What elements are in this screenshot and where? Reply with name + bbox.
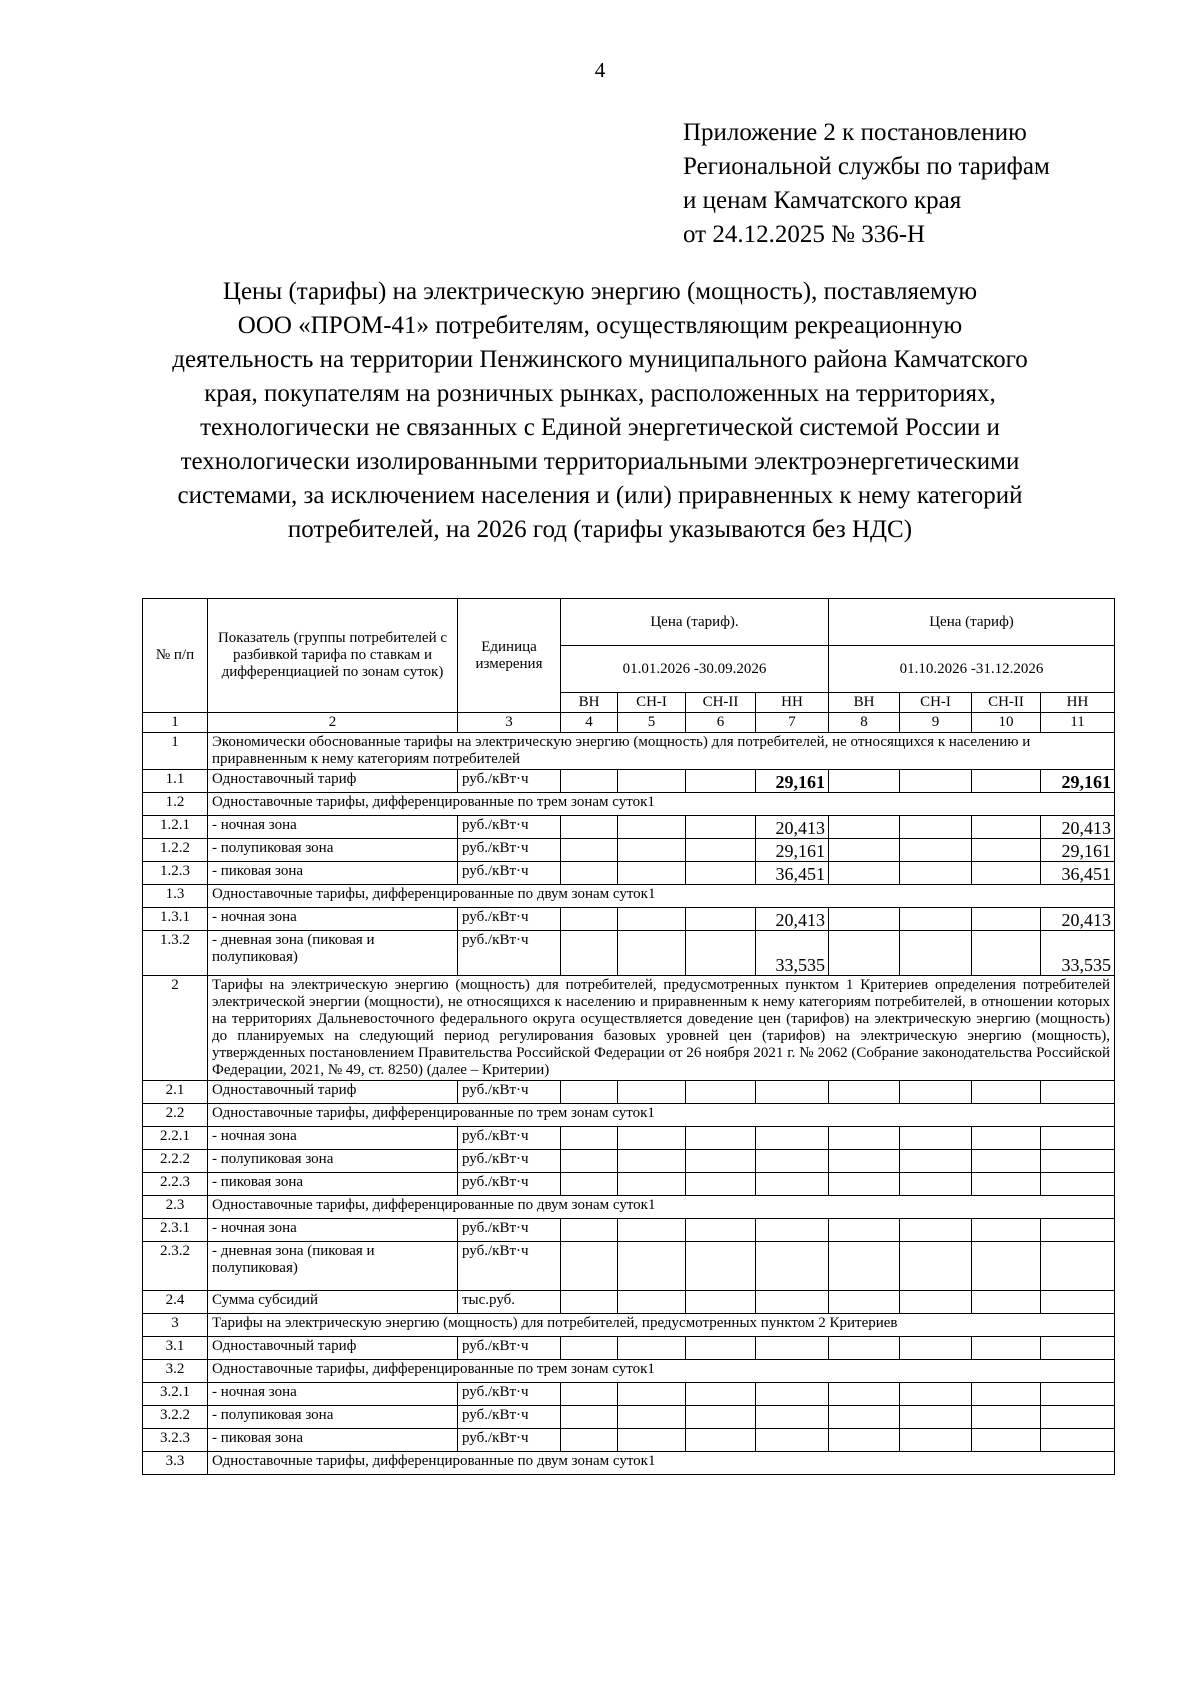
row-unit: руб./кВт·ч [458, 1081, 561, 1104]
row-unit: тыс.руб. [458, 1291, 561, 1314]
empty-cell [1041, 1173, 1115, 1196]
section-label: Тарифы на электрическую энергию (мощность) для потребителей, предусмотренных пунктом 2 Критериев [208, 1314, 1115, 1337]
empty-cell [829, 862, 900, 885]
column-number: 8 [829, 713, 900, 733]
empty-cell [900, 770, 972, 793]
empty-cell [829, 1150, 900, 1173]
empty-cell [756, 1081, 829, 1104]
empty-cell [972, 862, 1041, 885]
row-label: - пиковая зона [208, 1173, 458, 1196]
row-number: 2.2.3 [143, 1173, 208, 1196]
header-level: СН-I [618, 693, 686, 713]
empty-cell [1041, 1150, 1115, 1173]
title-line: деятельность на территории Пенжинского муниципального района Камчатского [172, 346, 1028, 373]
empty-cell [829, 1429, 900, 1452]
document-title [100, 275, 1100, 547]
column-number: 6 [686, 713, 756, 733]
section-label: Одноставочные тарифы, дифференцированные по двум зонам суток1 [208, 1196, 1115, 1219]
empty-cell [561, 862, 618, 885]
tariff-value: 29,161 [756, 839, 829, 862]
empty-cell [900, 862, 972, 885]
empty-cell [900, 908, 972, 931]
empty-cell [972, 1173, 1041, 1196]
table-row [143, 1173, 1115, 1196]
row-label: - дневная зона (пиковая и полупиковая) [208, 1242, 458, 1291]
row-unit: руб./кВт·ч [458, 1219, 561, 1242]
empty-cell [1041, 1081, 1115, 1104]
row-unit: руб./кВт·ч [458, 1406, 561, 1429]
empty-cell [900, 1291, 972, 1314]
table-row [143, 1104, 1115, 1127]
empty-cell [618, 1150, 686, 1173]
row-label: - дневная зона (пиковая и полупиковая) [208, 931, 458, 976]
column-number: 1 [143, 713, 208, 733]
column-number: 9 [900, 713, 972, 733]
row-number: 2.3.1 [143, 1219, 208, 1242]
empty-cell [618, 1173, 686, 1196]
title-line: потребителей, на 2026 год (тарифы указываются без НДС) [287, 516, 913, 543]
tariff-value: 36,451 [756, 862, 829, 885]
empty-cell [829, 1291, 900, 1314]
empty-cell [972, 908, 1041, 931]
empty-cell [1041, 1383, 1115, 1406]
empty-cell [829, 1081, 900, 1104]
section-label: Тарифы на электрическую энергию (мощность) для потребителей, предусмотренных пунктом 1 Критериев определения потребителей электрической энергии (мощности), не относящихся к населению и приравненным к нему категориям потребителей, в отношении которых на территориях Дальневосточного федерального округа осуществляется доведение цен (тарифов) на электрическую энергию (мощность) до планируемых на следующий период регулирования базовых уровней цен (тарифов) на электрическую энергию (мощность), утвержденных постановлением Правительства Российской Федерации от 26 ноября 2021 г. № 2062 (Собрание законодательства Российской Федерации, 2021, № 49, ст. 8250) (далее – Критерии) [208, 976, 1115, 1081]
section-label: Экономически обоснованные тарифы на электрическую энергию (мощность) для потребителей, не относящихся к населению и приравненным к нему категориям потребителей [208, 733, 1115, 770]
empty-cell [561, 770, 618, 793]
table-row [143, 1337, 1115, 1360]
row-number: 2.2.2 [143, 1150, 208, 1173]
table-row [143, 1150, 1115, 1173]
appendix-line: Региональной службы по тарифам [683, 153, 1050, 180]
table-row [143, 885, 1115, 908]
empty-cell [756, 1383, 829, 1406]
tariff-table [142, 598, 1115, 1475]
table-row [143, 770, 1115, 793]
empty-cell [900, 1242, 972, 1291]
row-number: 2.3 [143, 1196, 208, 1219]
appendix-line: и ценам Камчатского края [683, 187, 962, 214]
empty-cell [686, 1127, 756, 1150]
empty-cell [618, 862, 686, 885]
empty-cell [618, 908, 686, 931]
tariff-value: 20,413 [756, 908, 829, 931]
empty-cell [561, 1150, 618, 1173]
empty-cell [900, 1173, 972, 1196]
row-unit: руб./кВт·ч [458, 931, 561, 976]
row-unit: руб./кВт·ч [458, 816, 561, 839]
row-number: 2.2.1 [143, 1127, 208, 1150]
tariff-value: 33,535 [756, 931, 829, 976]
row-label: - ночная зона [208, 908, 458, 931]
title-line: ООО «ПРОМ-41» потребителям, осуществляющим рекреационную [237, 312, 963, 339]
row-unit: руб./кВт·ч [458, 839, 561, 862]
table-row [143, 1291, 1115, 1314]
table-row [143, 1360, 1115, 1383]
empty-cell [686, 1429, 756, 1452]
empty-cell [561, 1219, 618, 1242]
row-label: Сумма субсидий [208, 1291, 458, 1314]
header-level: НН [1041, 693, 1115, 713]
page-number: 4 [594, 58, 606, 82]
empty-cell [686, 1150, 756, 1173]
empty-cell [561, 1406, 618, 1429]
row-unit: руб./кВт·ч [458, 1383, 561, 1406]
header-price-1: Цена (тариф). [561, 599, 829, 646]
empty-cell [618, 1291, 686, 1314]
row-number: 1.2.3 [143, 862, 208, 885]
empty-cell [900, 1406, 972, 1429]
empty-cell [686, 1081, 756, 1104]
table-row [143, 1196, 1115, 1219]
empty-cell [1041, 1429, 1115, 1452]
empty-cell [972, 1429, 1041, 1452]
empty-cell [972, 770, 1041, 793]
row-unit: руб./кВт·ч [458, 1127, 561, 1150]
appendix-line: Приложение 2 к постановлению [683, 119, 1027, 146]
empty-cell [686, 862, 756, 885]
tariff-value: 20,413 [1041, 816, 1115, 839]
table-row [143, 931, 1115, 976]
title-line: системами, за исключением населения и (или) приравненных к нему категорий [177, 482, 1023, 509]
row-label: Одноставочный тариф [208, 770, 458, 793]
empty-cell [900, 816, 972, 839]
table-row [143, 816, 1115, 839]
empty-cell [756, 1127, 829, 1150]
empty-cell [618, 1429, 686, 1452]
empty-cell [900, 1383, 972, 1406]
header-period-2: 01.10.2026 -31.12.2026 [829, 646, 1115, 693]
empty-cell [829, 839, 900, 862]
row-label: - полупиковая зона [208, 1406, 458, 1429]
empty-cell [900, 1081, 972, 1104]
empty-cell [561, 1173, 618, 1196]
header-level: НН [756, 693, 829, 713]
empty-cell [686, 1219, 756, 1242]
table-row [143, 839, 1115, 862]
table-body [143, 733, 1115, 1475]
empty-cell [972, 816, 1041, 839]
header-period-1: 01.01.2026 -30.09.2026 [561, 646, 829, 693]
empty-cell [829, 1173, 900, 1196]
row-number: 2.4 [143, 1291, 208, 1314]
empty-cell [561, 931, 618, 976]
header-level: ВН [561, 693, 618, 713]
empty-cell [972, 1291, 1041, 1314]
row-unit: руб./кВт·ч [458, 1173, 561, 1196]
empty-cell [1041, 1242, 1115, 1291]
empty-cell [686, 1173, 756, 1196]
column-number: 2 [208, 713, 458, 733]
empty-cell [561, 816, 618, 839]
empty-cell [618, 1406, 686, 1429]
empty-cell [829, 816, 900, 839]
empty-cell [972, 1127, 1041, 1150]
row-label: - полупиковая зона [208, 839, 458, 862]
column-number: 7 [756, 713, 829, 733]
empty-cell [756, 1406, 829, 1429]
empty-cell [686, 931, 756, 976]
empty-cell [618, 1219, 686, 1242]
tariff-value: 20,413 [1041, 908, 1115, 931]
row-number: 1.3.2 [143, 931, 208, 976]
empty-cell [829, 908, 900, 931]
empty-cell [829, 1337, 900, 1360]
row-label: - ночная зона [208, 816, 458, 839]
table-header [143, 599, 1115, 733]
row-unit: руб./кВт·ч [458, 1150, 561, 1173]
section-label: Одноставочные тарифы, дифференцированные по двум зонам суток1 [208, 1452, 1115, 1475]
empty-cell [972, 1150, 1041, 1173]
section-label: Одноставочные тарифы, дифференцированные по трем зонам суток1 [208, 1104, 1115, 1127]
row-unit: руб./кВт·ч [458, 1429, 561, 1452]
empty-cell [1041, 1127, 1115, 1150]
empty-cell [829, 1406, 900, 1429]
row-label: - ночная зона [208, 1219, 458, 1242]
row-number: 2.2 [143, 1104, 208, 1127]
table-row [143, 1081, 1115, 1104]
row-number: 3.2.3 [143, 1429, 208, 1452]
row-number: 2.3.2 [143, 1242, 208, 1291]
empty-cell [686, 1406, 756, 1429]
empty-cell [1041, 1219, 1115, 1242]
row-label: Одноставочный тариф [208, 1081, 458, 1104]
empty-cell [686, 1291, 756, 1314]
row-number: 2.1 [143, 1081, 208, 1104]
header-num: № п/п [143, 599, 208, 713]
header-level: СН-II [972, 693, 1041, 713]
empty-cell [972, 1219, 1041, 1242]
appendix-line: от 24.12.2025 № 336-Н [683, 221, 926, 248]
row-number: 2 [143, 976, 208, 1081]
header-level: СН-II [686, 693, 756, 713]
row-unit: руб./кВт·ч [458, 770, 561, 793]
empty-cell [618, 816, 686, 839]
row-label: - ночная зона [208, 1127, 458, 1150]
empty-cell [618, 1081, 686, 1104]
empty-cell [900, 839, 972, 862]
empty-cell [686, 1383, 756, 1406]
tariff-value: 20,413 [756, 816, 829, 839]
empty-cell [972, 1383, 1041, 1406]
empty-cell [900, 931, 972, 976]
row-number: 1.3 [143, 885, 208, 908]
empty-cell [1041, 1337, 1115, 1360]
row-unit: руб./кВт·ч [458, 862, 561, 885]
column-number: 10 [972, 713, 1041, 733]
empty-cell [561, 1127, 618, 1150]
row-label: - полупиковая зона [208, 1150, 458, 1173]
empty-cell [756, 1219, 829, 1242]
title-line: края, покупателям на розничных рынках, расположенных на территориях, [204, 380, 996, 407]
table-row [143, 862, 1115, 885]
empty-cell [972, 1081, 1041, 1104]
empty-cell [900, 1127, 972, 1150]
header-level: ВН [829, 693, 900, 713]
column-number: 3 [458, 713, 561, 733]
table-row [143, 733, 1115, 770]
section-label: Одноставочные тарифы, дифференцированные по трем зонам суток1 [208, 793, 1115, 816]
empty-cell [686, 839, 756, 862]
section-label: Одноставочные тарифы, дифференцированные по трем зонам суток1 [208, 1360, 1115, 1383]
empty-cell [618, 931, 686, 976]
empty-cell [686, 770, 756, 793]
tariff-value: 29,161 [1041, 839, 1115, 862]
empty-cell [561, 1383, 618, 1406]
row-number: 3.2.2 [143, 1406, 208, 1429]
empty-cell [561, 839, 618, 862]
title-line: технологически изолированными территориальными электроэнергетическими [180, 448, 1020, 475]
empty-cell [756, 1429, 829, 1452]
empty-cell [972, 931, 1041, 976]
empty-cell [686, 1242, 756, 1291]
empty-cell [618, 1127, 686, 1150]
empty-cell [829, 931, 900, 976]
row-label: - пиковая зона [208, 862, 458, 885]
empty-cell [972, 1337, 1041, 1360]
empty-cell [561, 1337, 618, 1360]
row-number: 1.1 [143, 770, 208, 793]
table-row [143, 1452, 1115, 1475]
empty-cell [686, 1337, 756, 1360]
row-number: 1.3.1 [143, 908, 208, 931]
table-row [143, 793, 1115, 816]
appendix-block [683, 116, 1050, 252]
title-line: Цены (тарифы) на электрическую энергию (мощность), поставляемую [222, 278, 978, 305]
tariff-value: 36,451 [1041, 862, 1115, 885]
table-row [143, 1242, 1115, 1291]
header-unit: Единица измерения [458, 599, 561, 713]
row-label: - пиковая зона [208, 1429, 458, 1452]
tariff-value: 33,535 [1041, 931, 1115, 976]
row-unit: руб./кВт·ч [458, 908, 561, 931]
tariff-value: 29,161 [756, 770, 829, 793]
header-level: СН-I [900, 693, 972, 713]
empty-cell [1041, 1406, 1115, 1429]
empty-cell [972, 1242, 1041, 1291]
empty-cell [618, 1337, 686, 1360]
empty-cell [618, 1242, 686, 1291]
row-number: 3.3 [143, 1452, 208, 1475]
empty-cell [561, 1429, 618, 1452]
empty-cell [686, 816, 756, 839]
empty-cell [561, 1081, 618, 1104]
row-label: Одноставочный тариф [208, 1337, 458, 1360]
empty-cell [972, 839, 1041, 862]
empty-cell [972, 1406, 1041, 1429]
table-row [143, 976, 1115, 1081]
row-number: 1 [143, 733, 208, 770]
column-number: 5 [618, 713, 686, 733]
empty-cell [618, 770, 686, 793]
table-row [143, 1127, 1115, 1150]
empty-cell [900, 1429, 972, 1452]
empty-cell [900, 1150, 972, 1173]
row-number: 3 [143, 1314, 208, 1337]
empty-cell [686, 908, 756, 931]
column-number: 11 [1041, 713, 1115, 733]
table-row [143, 1429, 1115, 1452]
header-indicator: Показатель (группы потребителей с разбивкой тарифа по ставкам и дифференциацией по зонам суток) [208, 599, 458, 713]
empty-cell [756, 1242, 829, 1291]
row-label: - ночная зона [208, 1383, 458, 1406]
row-unit: руб./кВт·ч [458, 1337, 561, 1360]
empty-cell [756, 1173, 829, 1196]
empty-cell [900, 1337, 972, 1360]
empty-cell [1041, 1291, 1115, 1314]
empty-cell [561, 1291, 618, 1314]
table-row [143, 908, 1115, 931]
empty-cell [618, 1383, 686, 1406]
empty-cell [829, 1383, 900, 1406]
empty-cell [829, 770, 900, 793]
row-number: 3.2.1 [143, 1383, 208, 1406]
row-number: 3.2 [143, 1360, 208, 1383]
row-number: 1.2.2 [143, 839, 208, 862]
empty-cell [618, 839, 686, 862]
column-number: 4 [561, 713, 618, 733]
empty-cell [756, 1150, 829, 1173]
empty-cell [561, 908, 618, 931]
empty-cell [756, 1337, 829, 1360]
table-row [143, 1383, 1115, 1406]
empty-cell [561, 1242, 618, 1291]
tariff-value: 29,161 [1041, 770, 1115, 793]
row-number: 1.2.1 [143, 816, 208, 839]
empty-cell [900, 1219, 972, 1242]
empty-cell [829, 1219, 900, 1242]
empty-cell [756, 1291, 829, 1314]
row-number: 1.2 [143, 793, 208, 816]
header-price-2: Цена (тариф) [829, 599, 1115, 646]
table-row [143, 1406, 1115, 1429]
row-number: 3.1 [143, 1337, 208, 1360]
empty-cell [829, 1242, 900, 1291]
section-label: Одноставочные тарифы, дифференцированные по двум зонам суток1 [208, 885, 1115, 908]
row-unit: руб./кВт·ч [458, 1242, 561, 1291]
title-line: технологически не связанных с Единой энергетической системой России и [200, 414, 1000, 441]
empty-cell [829, 1127, 900, 1150]
table-row [143, 1314, 1115, 1337]
table-row [143, 1219, 1115, 1242]
